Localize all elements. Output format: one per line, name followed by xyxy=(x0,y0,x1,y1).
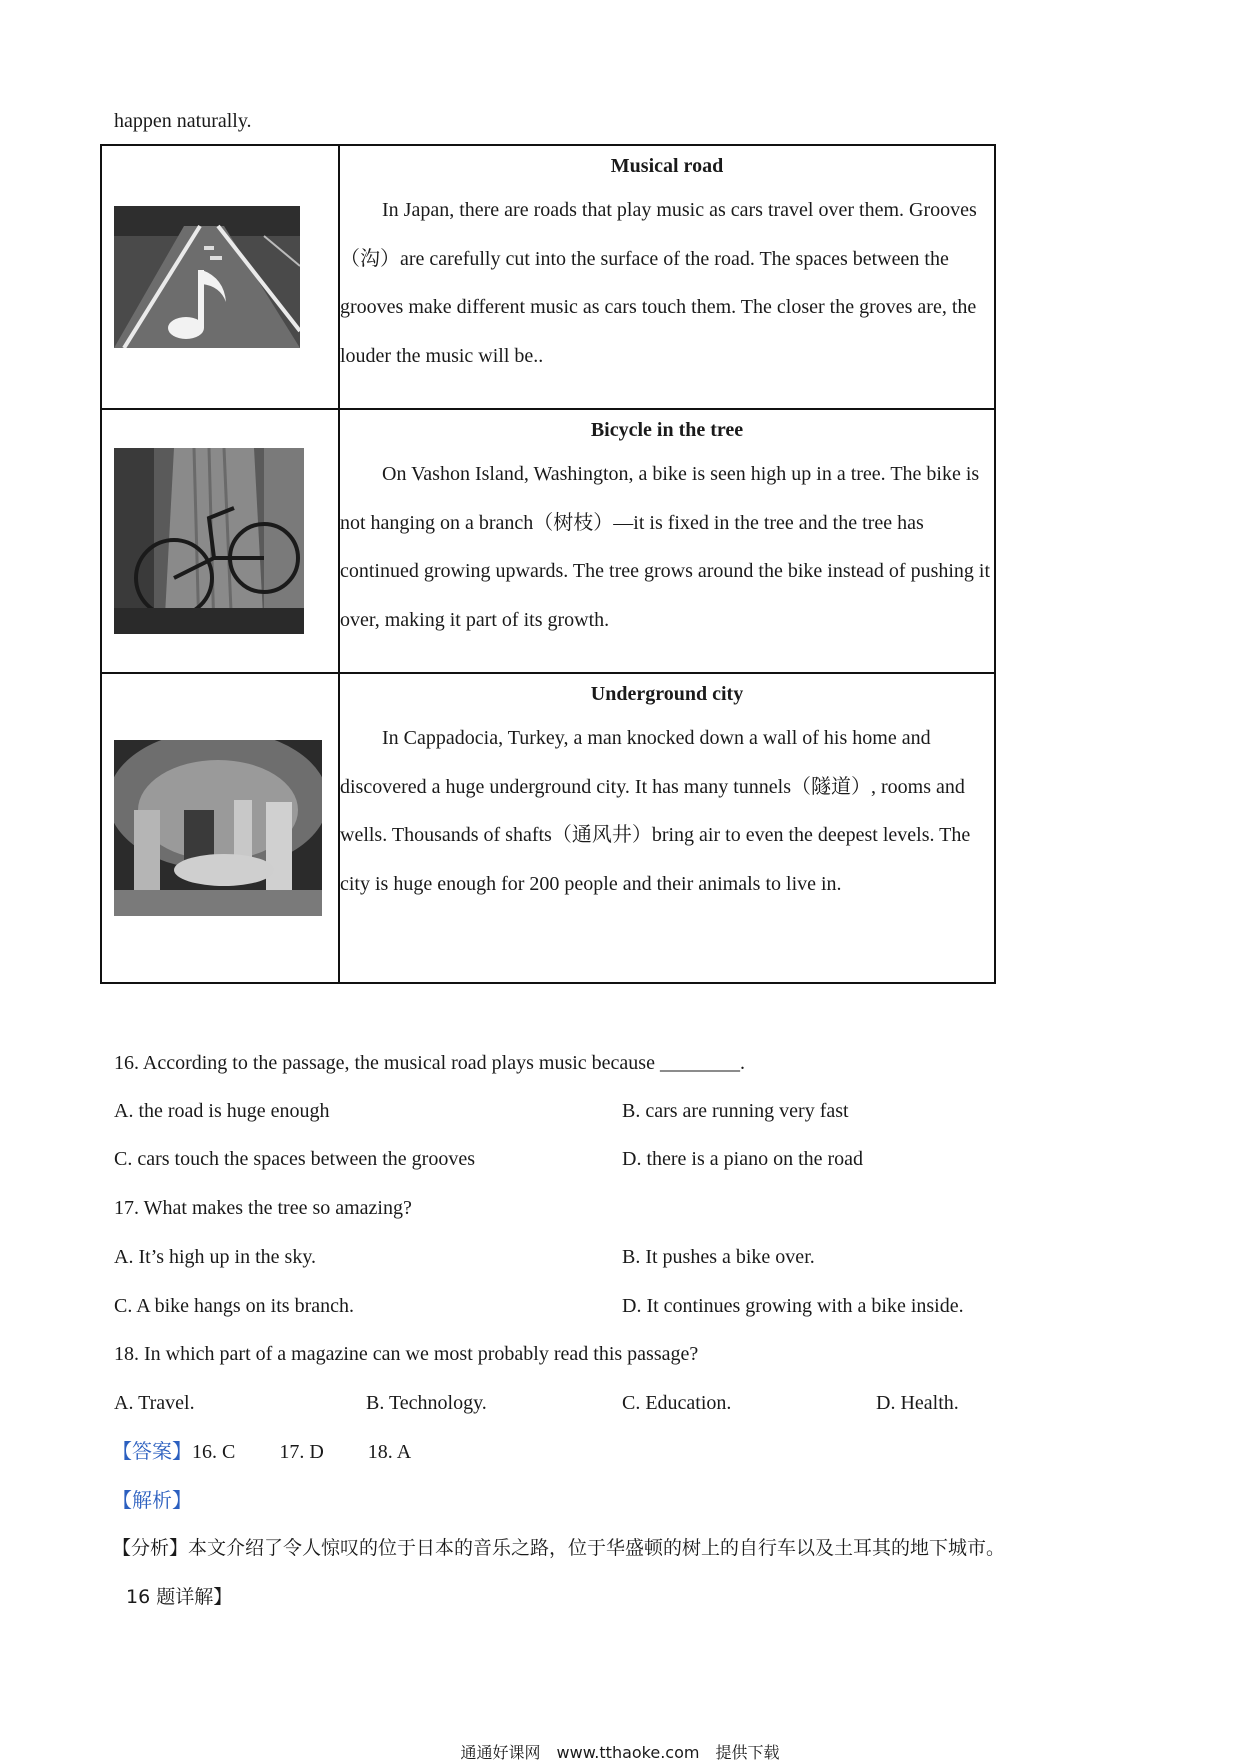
question-18-option-c: C. Education. xyxy=(622,1392,732,1414)
section-body: In Japan, there are roads that play music as cars travel over them. Grooves（沟）are carefully cut into the surface of the road. The spaces between the grooves make different music as cars touch them. The closer the groves are, the louder the music will be.. xyxy=(340,199,977,367)
question-18-stem: 18. In which part of a magazine can we most probably read this passage? xyxy=(114,1343,699,1365)
musical-road-photo xyxy=(114,206,300,348)
question-17-option-a: A. It’s high up in the sky. xyxy=(114,1246,317,1268)
section-title: Musical road xyxy=(610,155,724,177)
analysis-summary: 【分析】本文介绍了令人惊叹的位于日本的音乐之路，位于华盛顿的树上的自行车以及土耳其的地下城市。 xyxy=(112,1537,1006,1559)
question-17-option-c: C. A bike hangs on its branch. xyxy=(114,1295,354,1317)
answer-label: 【答案】 xyxy=(112,1439,192,1463)
table-row xyxy=(101,409,995,673)
section-title: Bicycle in the tree xyxy=(590,419,744,441)
section-text-cell xyxy=(339,673,995,983)
section-text-cell xyxy=(339,409,995,673)
question-16-stem: 16. According to the passage, the musical road plays music because ________. xyxy=(114,1052,745,1074)
passage-table xyxy=(100,144,996,984)
page-footer: 通通好课网 www.tthaoke.com 提供下载 xyxy=(460,1743,780,1762)
image-cell xyxy=(101,145,339,409)
section-body: In Cappadocia, Turkey, a man knocked down a wall of his home and discovered a huge underground city. It has many tunnels（隧道）, rooms and wells. Thousands of shafts（通风井）bring air to even the deepest levels. The city is huge enough for 200 people and their animals to live in. xyxy=(340,727,971,895)
question-16-option-d: D. there is a piano on the road xyxy=(622,1148,864,1170)
table-row xyxy=(101,145,995,409)
analysis-label: 【解析】 xyxy=(112,1488,192,1512)
section-text-cell xyxy=(339,145,995,409)
question-16-option-b: B. cars are running very fast xyxy=(622,1100,849,1122)
question-18-option-d: D. Health. xyxy=(876,1392,959,1414)
section-body: On Vashon Island, Washington, a bike is seen high up in a tree. The bike is not hanging on a branch（树枝）—it is fixed in the tree and the tree has continued growing upwards. The tree grows around the bike instead of pushing it over, making it part of its growth. xyxy=(340,463,991,631)
intro-tail: happen naturally. xyxy=(114,110,252,132)
detail-label: 16 题详解】 xyxy=(126,1586,233,1608)
question-17-option-b: B. It pushes a bike over. xyxy=(622,1246,815,1268)
underground-city-photo xyxy=(114,740,322,916)
question-17-stem: 17. What makes the tree so amazing? xyxy=(114,1197,412,1219)
question-17-option-d: D. It continues growing with a bike inside. xyxy=(622,1295,964,1317)
answer-item: 16. C xyxy=(192,1441,236,1463)
section-title: Underground city xyxy=(590,683,744,705)
question-16-option-c: C. cars touch the spaces between the grooves xyxy=(114,1148,475,1170)
bicycle-tree-photo xyxy=(114,448,304,634)
answer-line xyxy=(112,1438,411,1465)
answer-item: 18. A xyxy=(367,1441,412,1463)
image-cell xyxy=(101,673,339,983)
question-18-option-a: A. Travel. xyxy=(114,1392,195,1414)
question-16-option-a: A. the road is huge enough xyxy=(114,1100,330,1122)
question-18-option-b: B. Technology. xyxy=(366,1392,487,1414)
table-row xyxy=(101,673,995,983)
image-cell xyxy=(101,409,339,673)
answer-item: 17. D xyxy=(279,1441,324,1463)
